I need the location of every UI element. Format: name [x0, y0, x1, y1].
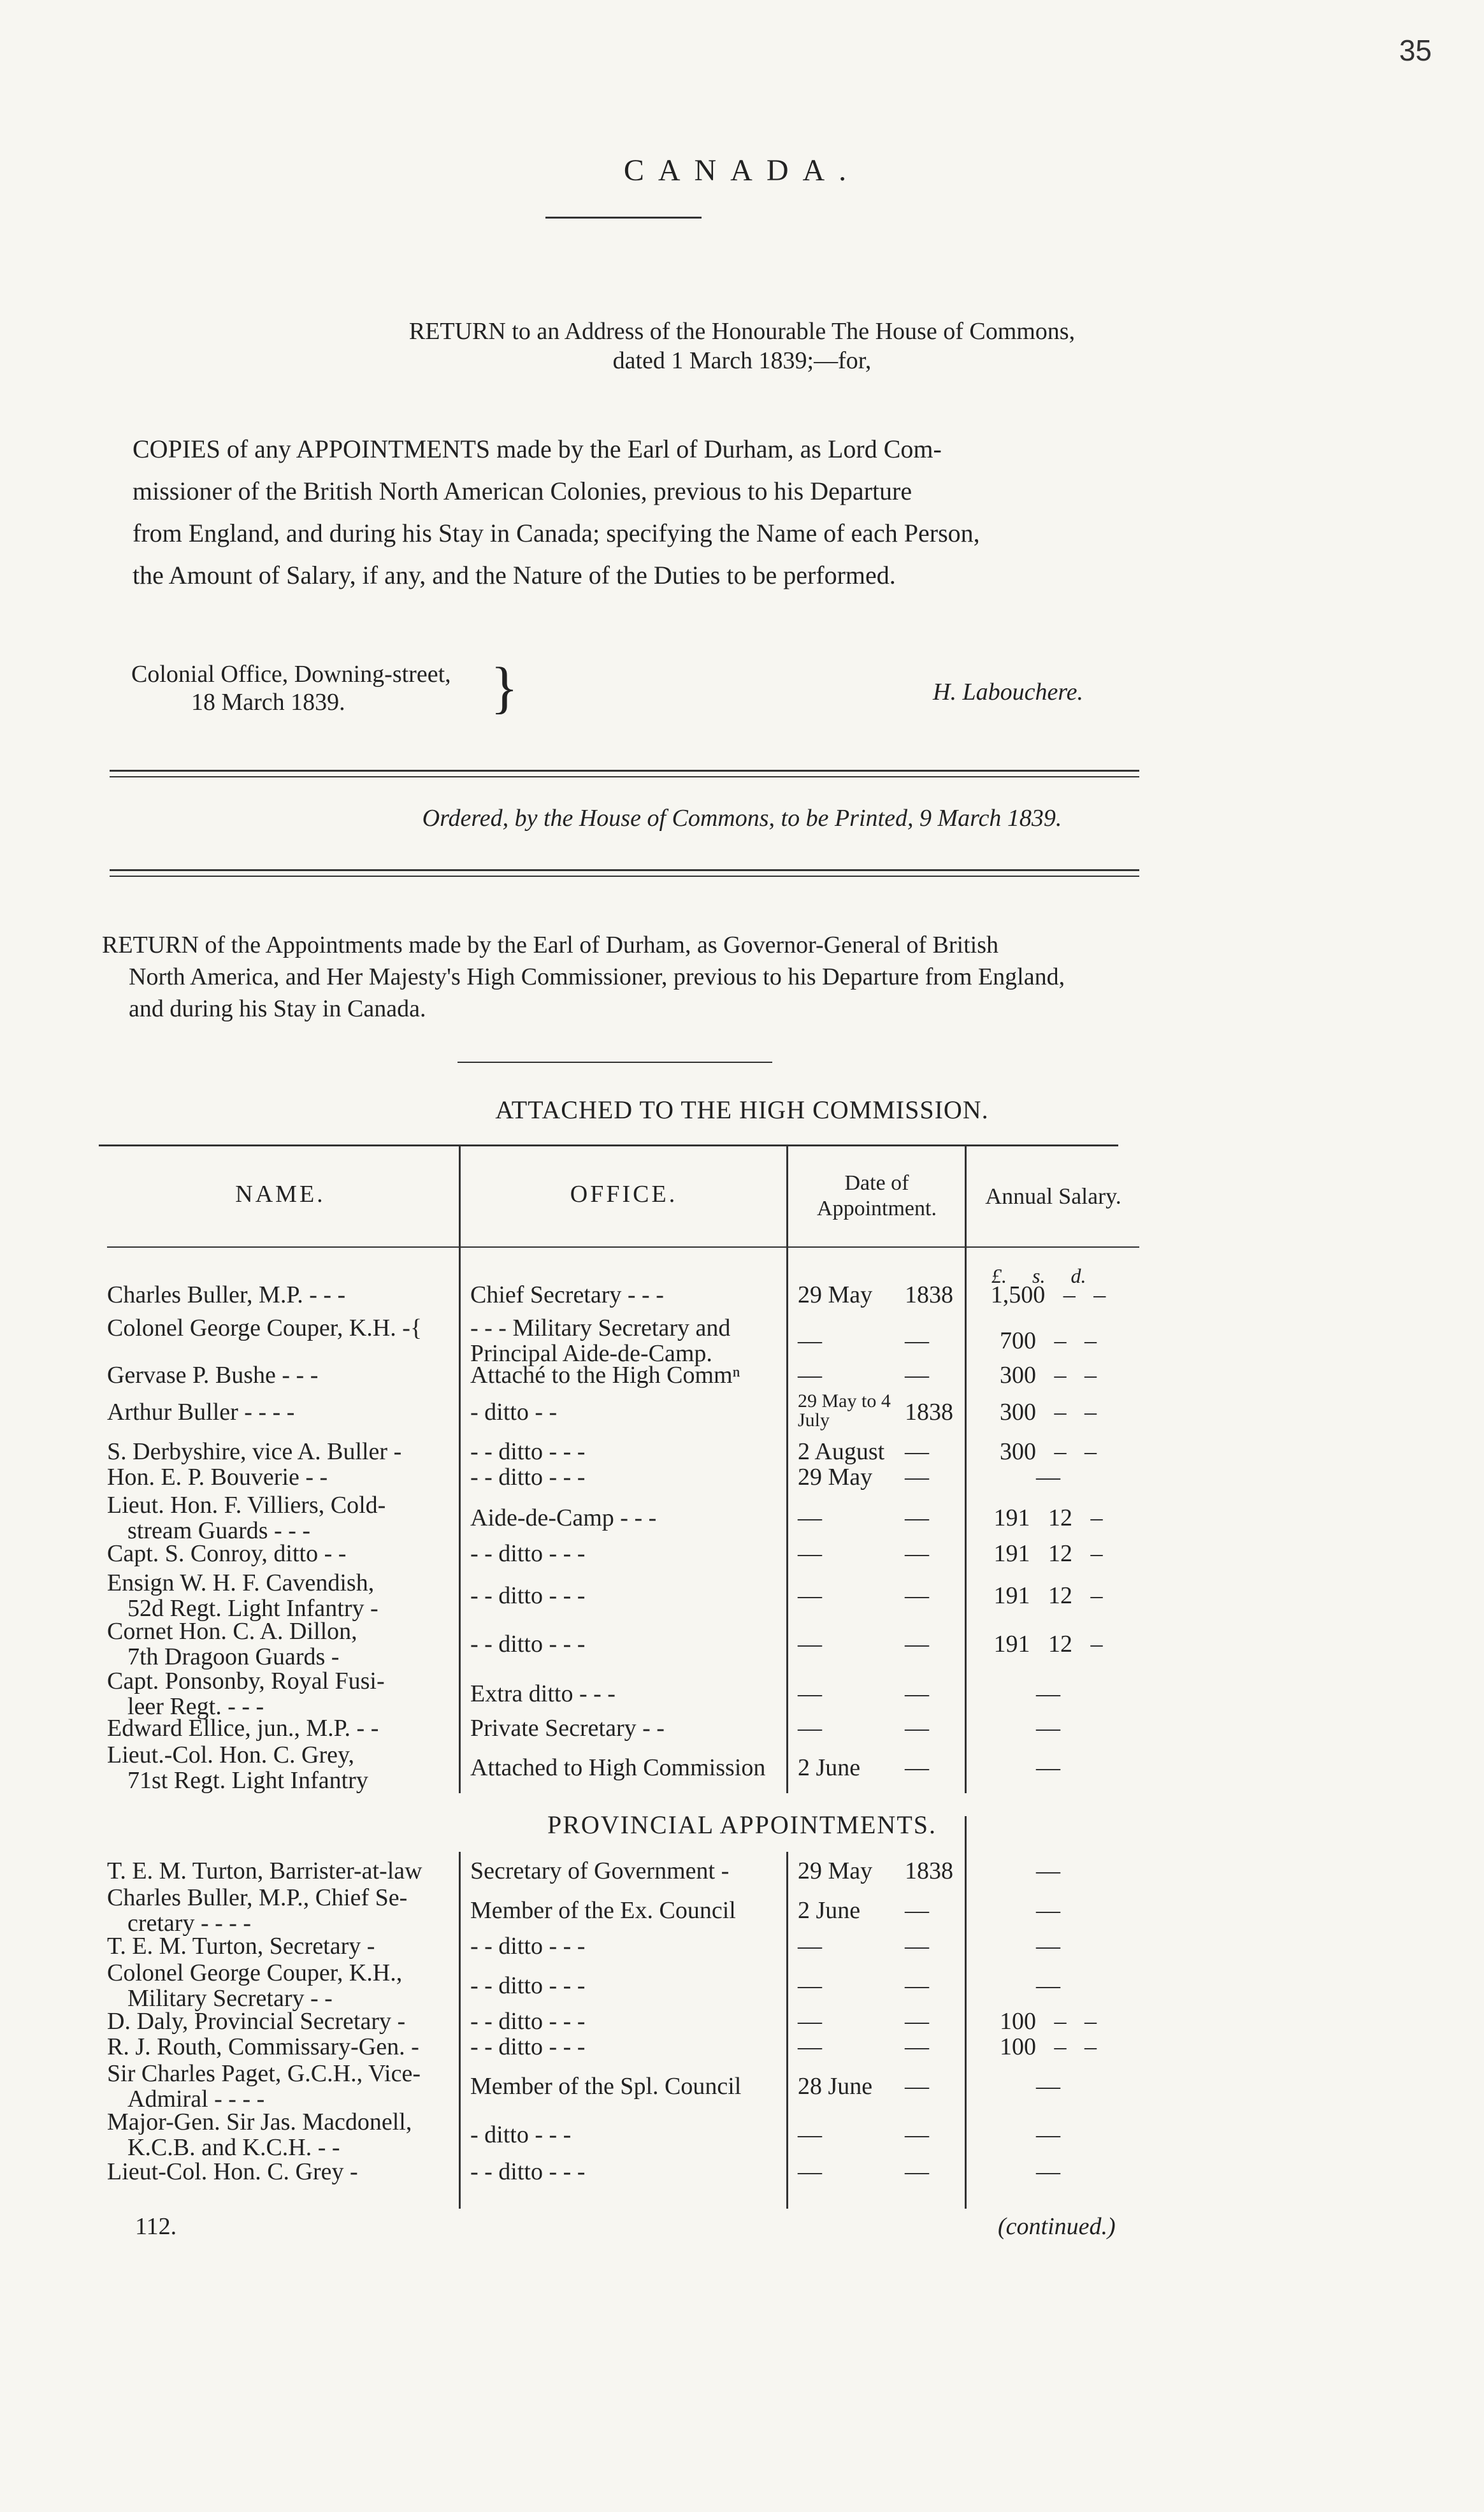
- page-number: 35: [1399, 34, 1432, 67]
- cell-name: 52d Regt. Light Infantry -: [127, 1595, 378, 1622]
- cell-office: - - ditto - - -: [470, 1464, 586, 1491]
- cell-name: Capt. Ponsonby, Royal Fusi-: [107, 1668, 385, 1694]
- cell-name: Colonel George Couper, K.H. -{: [107, 1315, 422, 1341]
- cell-name: Major-Gen. Sir Jas. Macdonell,: [107, 2109, 412, 2135]
- cell-salary: —: [1036, 1972, 1060, 1999]
- return-line: and during his Stay in Canada.: [129, 995, 426, 1022]
- footer-number: 112.: [135, 2213, 177, 2240]
- section-provincial-title: PROVINCIAL APPOINTMENTS.: [547, 1810, 937, 1839]
- cell-office: - - ditto - - -: [470, 2033, 586, 2060]
- cell-salary: 191 12 –: [993, 1631, 1103, 1657]
- cell-office: Member of the Spl. Council: [470, 2073, 742, 2100]
- cell-date: —: [798, 1972, 822, 1999]
- cell-name: Ensign W. H. F. Cavendish,: [107, 1570, 375, 1596]
- cell-date: —: [798, 2033, 822, 2060]
- cell-salary: 191 12 –: [993, 1505, 1103, 1531]
- col-rule: [459, 1144, 461, 1793]
- cell-name: Charles Buller, M.P., Chief Se-: [107, 1884, 408, 1911]
- cell-name: Cornet Hon. C. A. Dillon,: [107, 1618, 357, 1645]
- cell-date: 29 May: [798, 1464, 873, 1491]
- currency-header: £. s. d.: [991, 1264, 1086, 1287]
- cell-salary: 100 – –: [1000, 2033, 1097, 2060]
- cell-year: —: [905, 1582, 929, 1609]
- cell-year: —: [905, 1933, 929, 1960]
- cell-salary: 100 – –: [1000, 2008, 1097, 2035]
- col-rule: [965, 1816, 967, 2209]
- cell-salary: —: [1036, 1754, 1060, 1781]
- cell-name: T. E. M. Turton, Barrister-at-law: [107, 1858, 422, 1884]
- cell-date: —: [798, 1680, 822, 1707]
- cell-year: —: [905, 1362, 929, 1389]
- cell-salary: —: [1036, 1680, 1060, 1707]
- divider: [110, 869, 1139, 871]
- cell-date: —: [798, 1631, 822, 1657]
- cell-office: - - ditto - - -: [470, 1438, 586, 1465]
- col-salary-header: Annual Salary.: [985, 1183, 1121, 1209]
- cell-date: 29 May to 4 July: [798, 1390, 891, 1431]
- cell-date: 2 June: [798, 1897, 861, 1924]
- signature: H. Labouchere.: [933, 679, 1084, 705]
- col-date-header-1: Date of: [844, 1171, 909, 1195]
- cell-year: —: [905, 2008, 929, 2035]
- divider: [110, 776, 1139, 777]
- cell-office: - - - Military Secretary and: [470, 1315, 731, 1341]
- return-address-line1: RETURN to an Address of the Honourable The House of Commons,: [408, 318, 1076, 345]
- copies-line: missioner of the British North American Colonies, previous to his Departure: [133, 477, 912, 505]
- cell-year: —: [905, 1464, 929, 1491]
- cell-year: —: [905, 1505, 929, 1531]
- cell-year: —: [905, 1438, 929, 1465]
- cell-office: Attaché to the High Commⁿ: [470, 1362, 740, 1389]
- cell-date: 29 May: [798, 1281, 873, 1308]
- return-paragraph: [102, 929, 1153, 1025]
- cell-office: Aide-de-Camp - - -: [470, 1505, 657, 1531]
- return-line: North America, and Her Majesty's High Commissioner, previous to his Departure from England,: [129, 964, 1065, 990]
- col-rule: [459, 1852, 461, 2209]
- cell-date: —: [798, 1933, 822, 1960]
- col-date-header-2: Appointment.: [817, 1197, 937, 1220]
- cell-salary: —: [1036, 2121, 1060, 2148]
- cell-date: —: [798, 1540, 822, 1567]
- cell-name: Admiral - - - -: [127, 2086, 265, 2112]
- cell-year: —: [905, 1754, 929, 1781]
- ordered-line: Ordered, by the House of Commons, to be Printed, 9 March 1839.: [422, 805, 1062, 832]
- cell-salary: —: [1036, 1464, 1060, 1491]
- cell-office: Member of the Ex. Council: [470, 1897, 736, 1924]
- col-rule: [965, 1144, 967, 1793]
- cell-office: - - ditto - - -: [470, 1582, 586, 1609]
- divider: [110, 770, 1139, 772]
- cell-office: Private Secretary - -: [470, 1715, 665, 1742]
- cell-office: - - ditto - - -: [470, 1540, 586, 1567]
- cell-salary: —: [1036, 1897, 1060, 1924]
- cell-name: Capt. S. Conroy, ditto - -: [107, 1540, 347, 1567]
- cell-office: - - ditto - - -: [470, 2008, 586, 2035]
- cell-salary: 300 – –: [1000, 1438, 1097, 1465]
- cell-name: Lieut.-Col. Hon. C. Grey,: [107, 1742, 355, 1768]
- copies-paragraph: [133, 428, 1152, 596]
- col-name-header: NAME.: [235, 1181, 326, 1208]
- cell-office: - - ditto - - -: [470, 1972, 586, 1999]
- return-line: RETURN of the Appointments made by the Earl of Durham, as Governor-General of British: [102, 932, 999, 958]
- cell-name: Colonel George Couper, K.H.,: [107, 1960, 403, 1986]
- cell-year: —: [905, 1540, 929, 1567]
- office-line1: Colonial Office, Downing-street,: [131, 661, 451, 688]
- cell-office: - ditto - - -: [470, 2121, 572, 2148]
- footer-continued: (continued.): [998, 2213, 1116, 2240]
- cell-date: —: [798, 2121, 822, 2148]
- cell-date: —: [798, 2008, 822, 2035]
- cell-year: —: [905, 1327, 929, 1354]
- cell-year: —: [905, 2033, 929, 2060]
- cell-office: - - ditto - - -: [470, 1933, 586, 1960]
- cell-year: —: [905, 1631, 929, 1657]
- cell-date: —: [798, 1715, 822, 1742]
- divider: [110, 876, 1139, 877]
- cell-salary: 700 – –: [1000, 1327, 1097, 1354]
- cell-year: 1838: [905, 1281, 953, 1308]
- cell-date: —: [798, 1582, 822, 1609]
- table-header-rule: [107, 1246, 1139, 1248]
- cell-name: R. J. Routh, Commissary-Gen. -: [107, 2033, 419, 2060]
- cell-office: - - ditto - - -: [470, 2158, 586, 2185]
- cell-salary: 191 12 –: [993, 1540, 1103, 1567]
- cell-name: Lieut. Hon. F. Villiers, Cold-: [107, 1492, 386, 1519]
- cell-name: S. Derbyshire, vice A. Buller -: [107, 1438, 402, 1465]
- cell-name: K.C.B. and K.C.H. - -: [127, 2134, 340, 2161]
- cell-name: cretary - - - -: [127, 1910, 252, 1937]
- cell-name: Charles Buller, M.P. - - -: [107, 1281, 346, 1308]
- copies-line: COPIES of any APPOINTMENTS made by the Earl of Durham, as Lord Com-: [133, 435, 942, 463]
- cell-office: Principal Aide-de-Camp.: [470, 1340, 712, 1367]
- cell-name: Arthur Buller - - - -: [107, 1399, 295, 1426]
- office-brace: }: [491, 656, 519, 719]
- cell-year: —: [905, 1715, 929, 1742]
- cell-salary: —: [1036, 2158, 1060, 2185]
- cell-name: D. Daly, Provincial Secretary -: [107, 2008, 406, 2035]
- cell-salary: 1,500 – –: [990, 1281, 1106, 1308]
- divider: [457, 1062, 772, 1063]
- cell-office: - ditto - -: [470, 1399, 558, 1426]
- cell-name: Military Secretary - -: [127, 1985, 333, 2012]
- cell-year: 1838: [905, 1399, 953, 1426]
- cell-year: 1838: [905, 1858, 953, 1884]
- cell-year: —: [905, 2158, 929, 2185]
- cell-name: leer Regt. - - -: [127, 1693, 264, 1720]
- cell-salary: —: [1036, 1715, 1060, 1742]
- copies-line: the Amount of Salary, if any, and the Nature of the Duties to be performed.: [133, 561, 896, 589]
- cell-salary: —: [1036, 1858, 1060, 1884]
- col-office-header: OFFICE.: [570, 1181, 678, 1208]
- cell-name: Edward Ellice, jun., M.P. - -: [107, 1715, 379, 1742]
- cell-salary: —: [1036, 2073, 1060, 2100]
- copies-line: from England, and during his Stay in Canada; specifying the Name of each Person,: [133, 519, 980, 547]
- cell-name: Gervase P. Bushe - - -: [107, 1362, 319, 1389]
- cell-date: 2 June: [798, 1754, 861, 1781]
- cell-name: Hon. E. P. Bouverie - -: [107, 1464, 328, 1491]
- cell-salary: —: [1036, 1933, 1060, 1960]
- cell-office: Attached to High Commission: [470, 1754, 766, 1781]
- cell-office: Extra ditto - - -: [470, 1680, 616, 1707]
- cell-office: Chief Secretary - - -: [470, 1281, 664, 1308]
- cell-date: —: [798, 2158, 822, 2185]
- cell-salary: 191 12 –: [993, 1582, 1103, 1609]
- cell-name: Lieut-Col. Hon. C. Grey -: [107, 2158, 358, 2185]
- cell-name: 71st Regt. Light Infantry: [127, 1767, 368, 1794]
- cell-year: —: [905, 1897, 929, 1924]
- cell-office: Secretary of Government -: [470, 1858, 730, 1884]
- cell-year: —: [905, 1680, 929, 1707]
- cell-name: Sir Charles Paget, G.C.H., Vice-: [107, 2060, 421, 2087]
- cell-salary: 300 – –: [1000, 1362, 1097, 1389]
- heading-rule: [545, 217, 702, 219]
- cell-date: —: [798, 1327, 822, 1354]
- office-date: 18 March 1839.: [191, 689, 345, 716]
- cell-year: —: [905, 2121, 929, 2148]
- col-rule: [786, 1852, 788, 2209]
- cell-name: 7th Dragoon Guards -: [127, 1643, 340, 1670]
- cell-salary: 300 – –: [1000, 1399, 1097, 1426]
- cell-date: —: [798, 1362, 822, 1389]
- return-address-line2: dated 1 March 1839;—for,: [612, 347, 872, 374]
- cell-date: —: [798, 1505, 822, 1531]
- cell-office: - - ditto - - -: [470, 1631, 586, 1657]
- col-rule: [786, 1144, 788, 1793]
- cell-date: 2 August: [798, 1438, 885, 1465]
- section-attached-title: ATTACHED TO THE HIGH COMMISSION.: [495, 1095, 989, 1124]
- cell-date: 28 June: [798, 2073, 873, 2100]
- cell-name: T. E. M. Turton, Secretary -: [107, 1933, 375, 1960]
- cell-year: —: [905, 2073, 929, 2100]
- cell-name: stream Guards - - -: [127, 1517, 311, 1544]
- page-heading: CANADA.: [623, 154, 861, 187]
- cell-date: 29 May: [798, 1858, 873, 1884]
- cell-year: —: [905, 1972, 929, 1999]
